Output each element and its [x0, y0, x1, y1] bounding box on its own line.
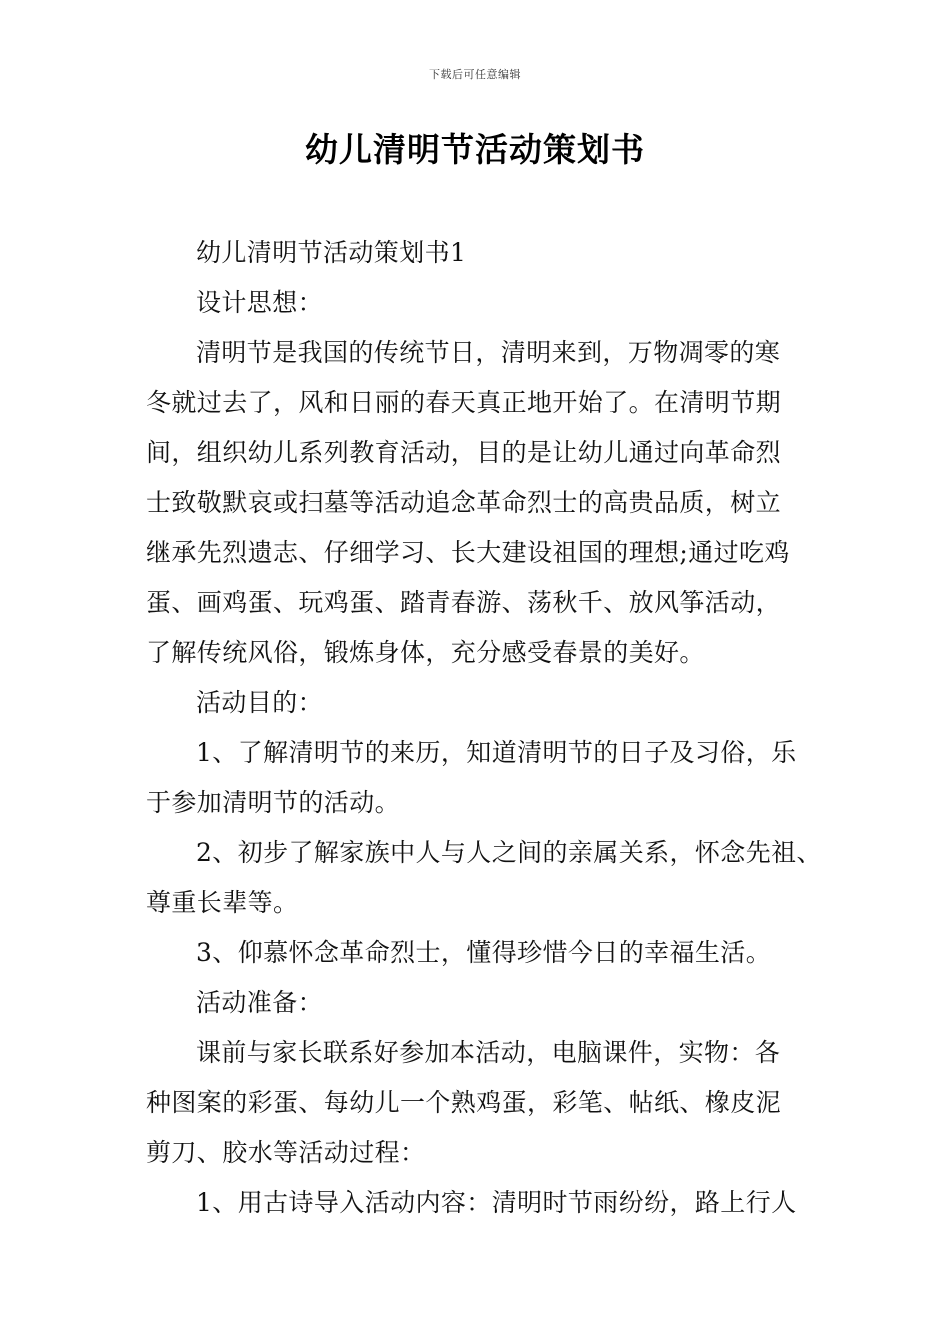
text-line: 蛋、画鸡蛋、玩鸡蛋、踏青春游、荡秋千、放风筝活动，: [146, 588, 782, 617]
text-line: 活动准备：: [196, 988, 324, 1017]
text-line: 士致敬默哀或扫墓等活动追念革命烈士的高贵品质，树立: [146, 488, 782, 517]
document-body: [146, 228, 826, 1228]
document-title: 幼儿清明节活动策划书: [305, 130, 645, 169]
text-line: 于参加清明节的活动。: [146, 788, 401, 817]
text-line: 尊重长辈等。: [146, 888, 299, 917]
text-line: 课前与家长联系好参加本活动，电脑课件，实物：各: [196, 1038, 781, 1067]
text-line: 继承先烈遗志、仔细学习、长大建设祖国的理想;通过吃鸡: [146, 538, 790, 567]
text-line: 种图案的彩蛋、每幼儿一个熟鸡蛋，彩笔、帖纸、橡皮泥: [146, 1088, 782, 1117]
text-line: 幼儿清明节活动策划书1: [196, 238, 467, 267]
text-line: 3、仰慕怀念革命烈士，懂得珍惜今日的幸福生活。: [196, 938, 772, 967]
text-line: 间，组织幼儿系列教育活动，目的是让幼儿通过向革命烈: [146, 438, 782, 467]
text-line: 了解传统风俗，锻炼身体，充分感受春景的美好。: [146, 638, 705, 667]
text-line: 2、初步了解家族中人与人之间的亲属关系，怀念先祖、: [196, 838, 822, 867]
header-note: 下载后可任意编辑: [429, 68, 521, 81]
text-line: 剪刀、胶水等活动过程：: [146, 1138, 426, 1167]
text-line: 1、用古诗导入活动内容：清明时节雨纷纷，路上行人: [196, 1188, 797, 1217]
text-line: 冬就过去了，风和日丽的春天真正地开始了。在清明节期: [146, 388, 782, 417]
text-line: 清明节是我国的传统节日，清明来到，万物凋零的寒: [196, 338, 781, 367]
text-line: 设计思想：: [196, 288, 324, 317]
text-line: 1、了解清明节的来历，知道清明节的日子及习俗，乐: [196, 738, 797, 767]
text-line: 活动目的：: [196, 688, 324, 717]
